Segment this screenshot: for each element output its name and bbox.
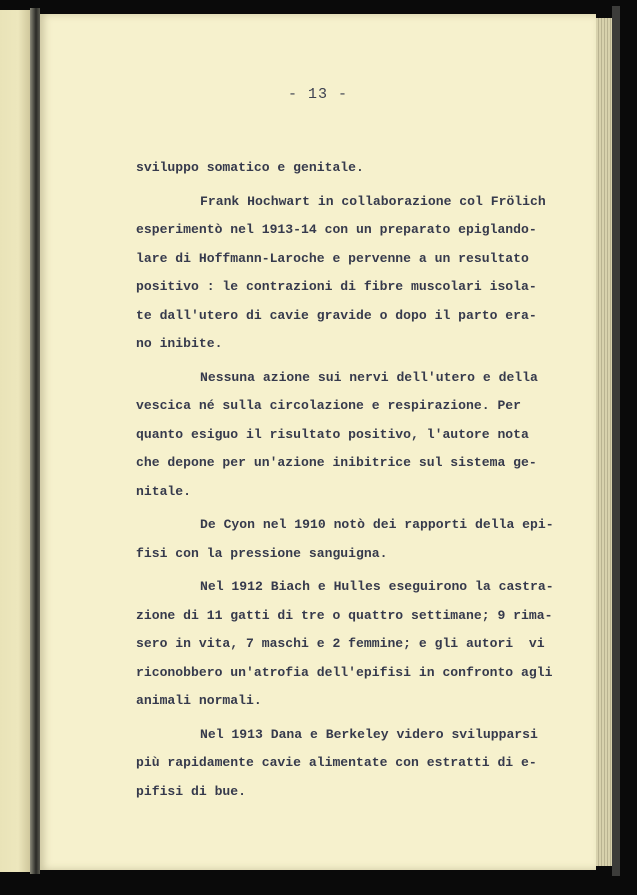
paragraph	[136, 721, 576, 807]
text-line: positivo : le contrazioni di fibre muscolari isola-	[136, 279, 537, 294]
text-line: riconobbero un'atrofia dell'epifisi in confronto agli	[136, 664, 553, 680]
text-line: no inibite.	[136, 336, 223, 351]
left-page-edge	[0, 10, 30, 872]
text-line: Nel 1913 Dana e Berkeley videro svilupparsi	[200, 726, 538, 742]
book-cover-edge	[612, 6, 620, 876]
text-line: fisi con la pressione sanguigna.	[136, 545, 388, 561]
text-line: vescica né sulla circolazione e respirazione. Per	[136, 398, 522, 413]
page-stack-edges	[596, 18, 612, 866]
book-gutter	[30, 8, 40, 874]
text-line: De Cyon nel 1910 notò dei rapporti della epi-	[200, 517, 554, 532]
paragraph	[136, 573, 576, 716]
page-number: - 13 -	[287, 86, 348, 103]
document-page	[40, 14, 596, 870]
text-line: più rapidamente cavie alimentate con estratti di e-	[136, 755, 537, 770]
text-line: te dall'utero di cavie gravide o dopo il parto era-	[136, 307, 537, 323]
text-line: esperimentò nel 1913-14 con un preparato epiglando-	[136, 222, 537, 237]
typewritten-text	[136, 154, 576, 806]
paragraph	[136, 364, 576, 507]
text-line: lare di Hoffmann-Laroche e pervenne a un resultato	[136, 250, 529, 266]
paragraph	[136, 154, 576, 183]
text-line: Frank Hochwart in collaborazione col Frölich	[200, 193, 546, 209]
paragraph	[136, 188, 576, 359]
text-line: nitale.	[136, 483, 192, 499]
text-line: sviluppo somatico e genitale.	[136, 160, 364, 175]
text-line: pifisi di bue.	[136, 783, 247, 799]
text-line: quanto esiguo il risultato positivo, l'autore nota	[136, 426, 529, 442]
text-line: Nessuna azione sui nervi dell'utero e della	[200, 369, 538, 385]
paragraph	[136, 511, 576, 568]
text-line: zione di 11 gatti di tre o quattro settimane; 9 rima-	[136, 607, 553, 623]
text-line: animali normali.	[136, 693, 262, 708]
text-line: sero in vita, 7 maschi e 2 femmine; e gli autori vi	[136, 636, 545, 651]
text-line: Nel 1912 Biach e Hulles eseguirono la castra-	[200, 579, 554, 594]
text-line: che depone per un'azione inibitrice sul sistema ge-	[136, 455, 537, 470]
